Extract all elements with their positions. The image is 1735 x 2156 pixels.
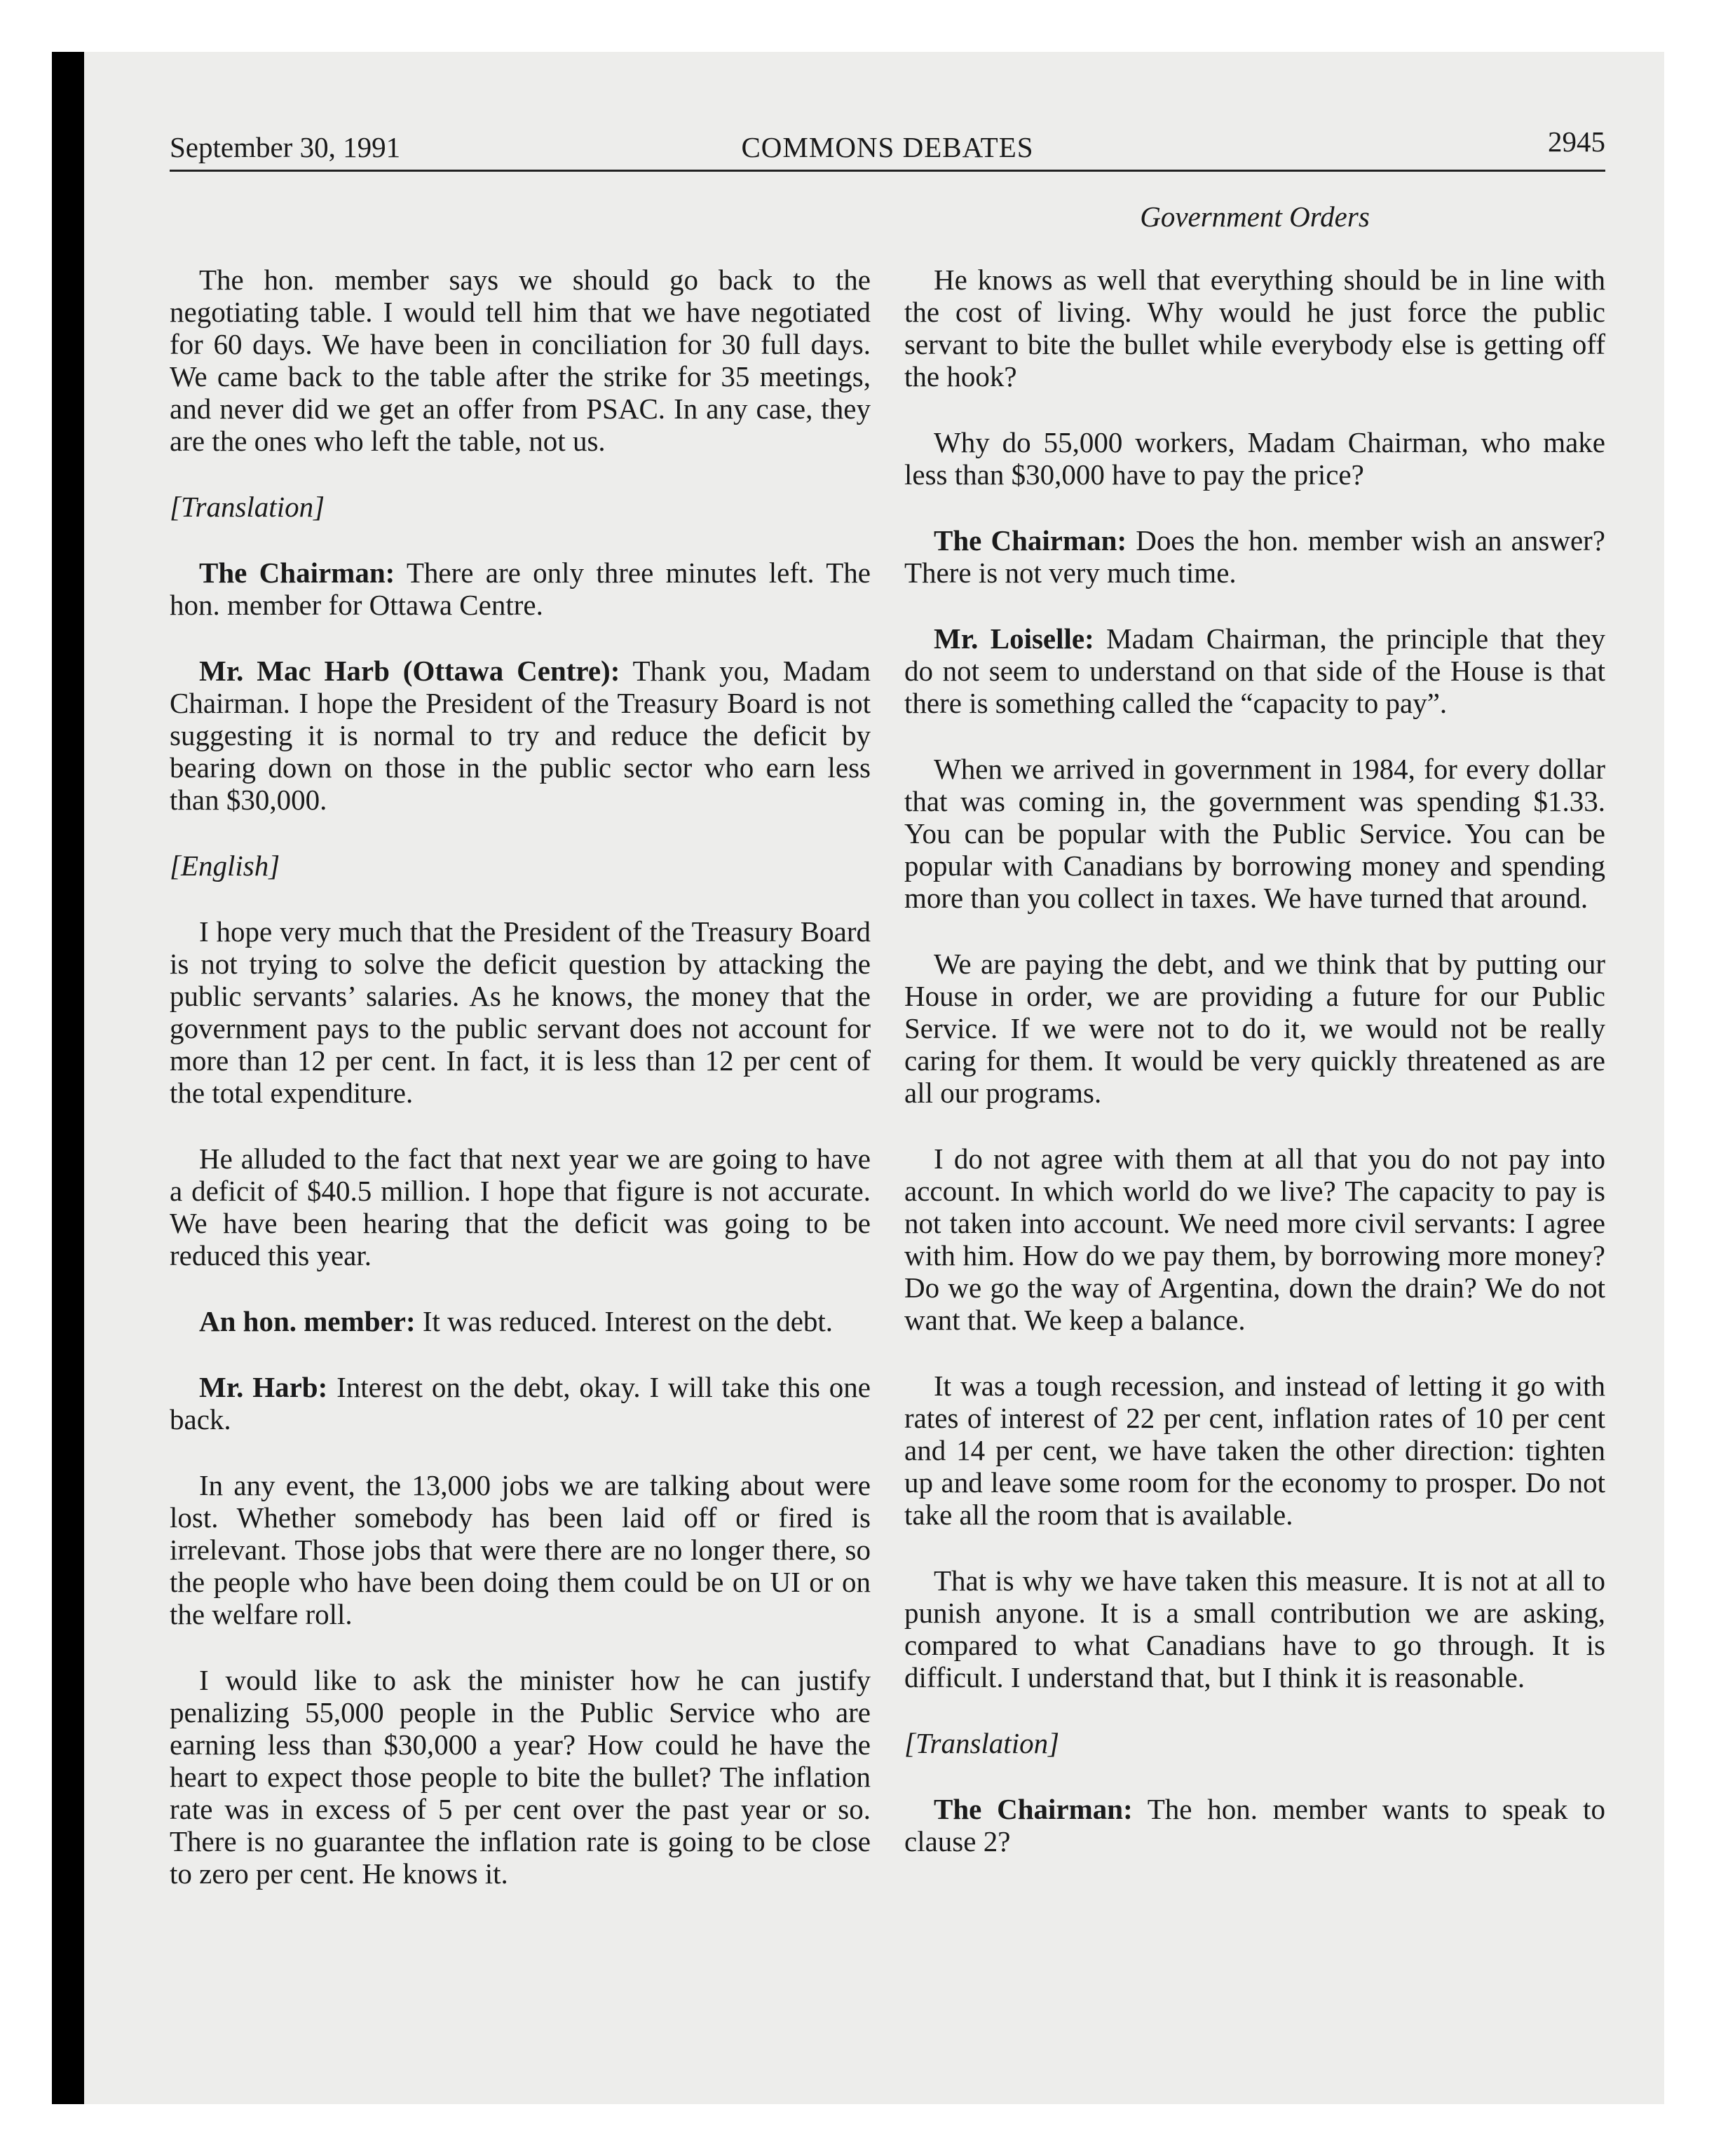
speaker-name: The Chairman: [199, 557, 395, 589]
paragraph [904, 1793, 1605, 1857]
speaker-name: Mr. Harb: [199, 1371, 328, 1403]
paragraph-text: In any event, the 13,000 jobs we are talking about were lost. Whether somebody has been laid off or fired is irrelevant. Those jobs that were there are no longer there, so the people who have been doing them could be on UI or on the welfare roll. [170, 1469, 871, 1630]
section-label: Government Orders [1140, 200, 1370, 233]
paragraph-text: Why do 55,000 workers, Madam Chairman, who make less than $30,000 have to pay the price? [904, 426, 1605, 491]
paragraph-text: We are paying the debt, and we think that by putting our House in order, we are providing a future for our Public Service. If we were not to do it, we would not be really caring for them. It would be very quickly threatened as are all our programs. [904, 948, 1605, 1109]
language-marker: [Translation] [170, 491, 325, 523]
binding-edge [52, 52, 84, 2104]
paragraph [904, 1370, 1605, 1531]
language-marker: [English] [170, 850, 280, 882]
paragraph-text: Interest on the debt, okay. I will take this one back. [170, 1371, 871, 1435]
paragraph [170, 1371, 871, 1435]
paragraph-text: It was reduced. Interest on the debt. [422, 1305, 834, 1337]
paragraph-text: It was a tough recession, and instead of letting it go with rates of interest of 22 per cent, inflation rates of 10 per cent and 14 per cent, we have taken the other direction: tighten up and leave some room for the economy to prosper. Do not take all the room that is available. [904, 1370, 1605, 1531]
paragraph-text: Madam Chairman, the principle that they do not seem to understand on that side of the House is that there is something called the “capacity to pay”. [904, 622, 1606, 719]
paragraph [170, 264, 871, 457]
speaker-name: Mr. Mac Harb (Ottawa Centre): [199, 655, 620, 687]
paragraph [904, 753, 1605, 914]
paragraph-text: He knows as well that everything should be in line with the cost of living. Why would he just force the public servant to bite the bullet while everybody else is getting off the hook? [904, 264, 1605, 393]
paragraph-text: I would like to ask the minister how he can justify penalizing 55,000 people in the Public Service who are earning less than $30,000 a year? How could he have the heart to expect those people to bite the bullet? The inflation rate was in excess of 5 per cent over the past year or so. There is no guarantee the inflation rate is going to be close to zero per cent. He knows it. [170, 1664, 871, 1890]
paragraph [170, 1305, 871, 1337]
paragraph-text: I hope very much that the President of the Treasury Board is not trying to solve the deficit question by attacking the public servants’ salaries. As he knows, the money that the government pays to the public servant does not account for more than 12 per cent. In fact, it is less than 12 per cent of the total expenditure. [170, 915, 871, 1109]
speaker-name: Mr. Loiselle: [934, 622, 1094, 655]
paragraph [170, 655, 871, 816]
paragraph [904, 264, 1605, 393]
speaker-name: The Chairman: [934, 1793, 1133, 1825]
left-column [170, 264, 871, 1923]
paragraph-text: The hon. member says we should go back to the negotiating table. I would tell him that we have negotiated for 60 days. We have been in conciliation for 30 full days. We came back to the table after the strike for 35 meetings, and never did we get an offer from PSAC. In any case, they are the ones who left the table, not us. [170, 264, 871, 457]
paragraph-text: There are only three minutes left. The hon. member for Ottawa Centre. [170, 557, 871, 621]
paragraph-text: He alluded to the fact that next year we are going to have a deficit of $40.5 million. I hope that figure is not accurate. We have been hearing that the deficit was going to be reduced this year. [170, 1142, 871, 1271]
page-header [170, 126, 1605, 168]
paragraph [170, 557, 871, 621]
paragraph [904, 1564, 1605, 1693]
paragraph [904, 1142, 1605, 1336]
paragraph-text: That is why we have taken this measure. It is not at all to punish anyone. It is a small contribution we are asking, compared to what Canadians have to go through. It is difficult. I understand that, but I think it is reasonable. [904, 1564, 1605, 1693]
paragraph [170, 1469, 871, 1630]
paragraph [170, 1664, 871, 1890]
paragraph [904, 524, 1605, 589]
paragraph-text: The hon. member wants to speak to clause 2? [904, 1793, 1605, 1857]
language-marker: [Translation] [904, 1727, 1060, 1759]
header-title: COMMONS DEBATES [741, 131, 1034, 163]
paragraph [170, 1142, 871, 1271]
page-number: 2945 [1548, 125, 1605, 158]
paragraph-text: When we arrived in government in 1984, for every dollar that was coming in, the government was spending $1.33. You can be popular with the Public Service. You can be popular with Canadians by borrowing money and spending more than you collect in taxes. We have turned that around. [904, 753, 1605, 914]
paragraph [904, 622, 1605, 719]
right-column [904, 200, 1605, 1891]
paragraph [904, 426, 1605, 491]
paragraph-text: Thank you, Madam Chairman. I hope the President of the Treasury Board is not suggesting it is normal to try and reduce the deficit by bearing down on those in the public sector who earn less than $30,000. [170, 655, 871, 816]
paragraph [170, 915, 871, 1109]
speaker-name: The Chairman: [934, 524, 1127, 557]
header-date: September 30, 1991 [170, 131, 401, 163]
paragraph-text: I do not agree with them at all that you do not pay into account. In which world do we live? The capacity to pay is not taken into account. We need more civil servants: I agree with him. How do we pay them, by borrowing more money? Do we go the way of Argentina, down the drain? We do not want that. We keep a balance. [904, 1142, 1605, 1336]
header-rule [170, 170, 1605, 172]
paragraph-text: Does the hon. member wish an answer? There is not very much time. [904, 524, 1605, 589]
paragraph [904, 948, 1605, 1109]
speaker-name: An hon. member: [199, 1305, 416, 1337]
